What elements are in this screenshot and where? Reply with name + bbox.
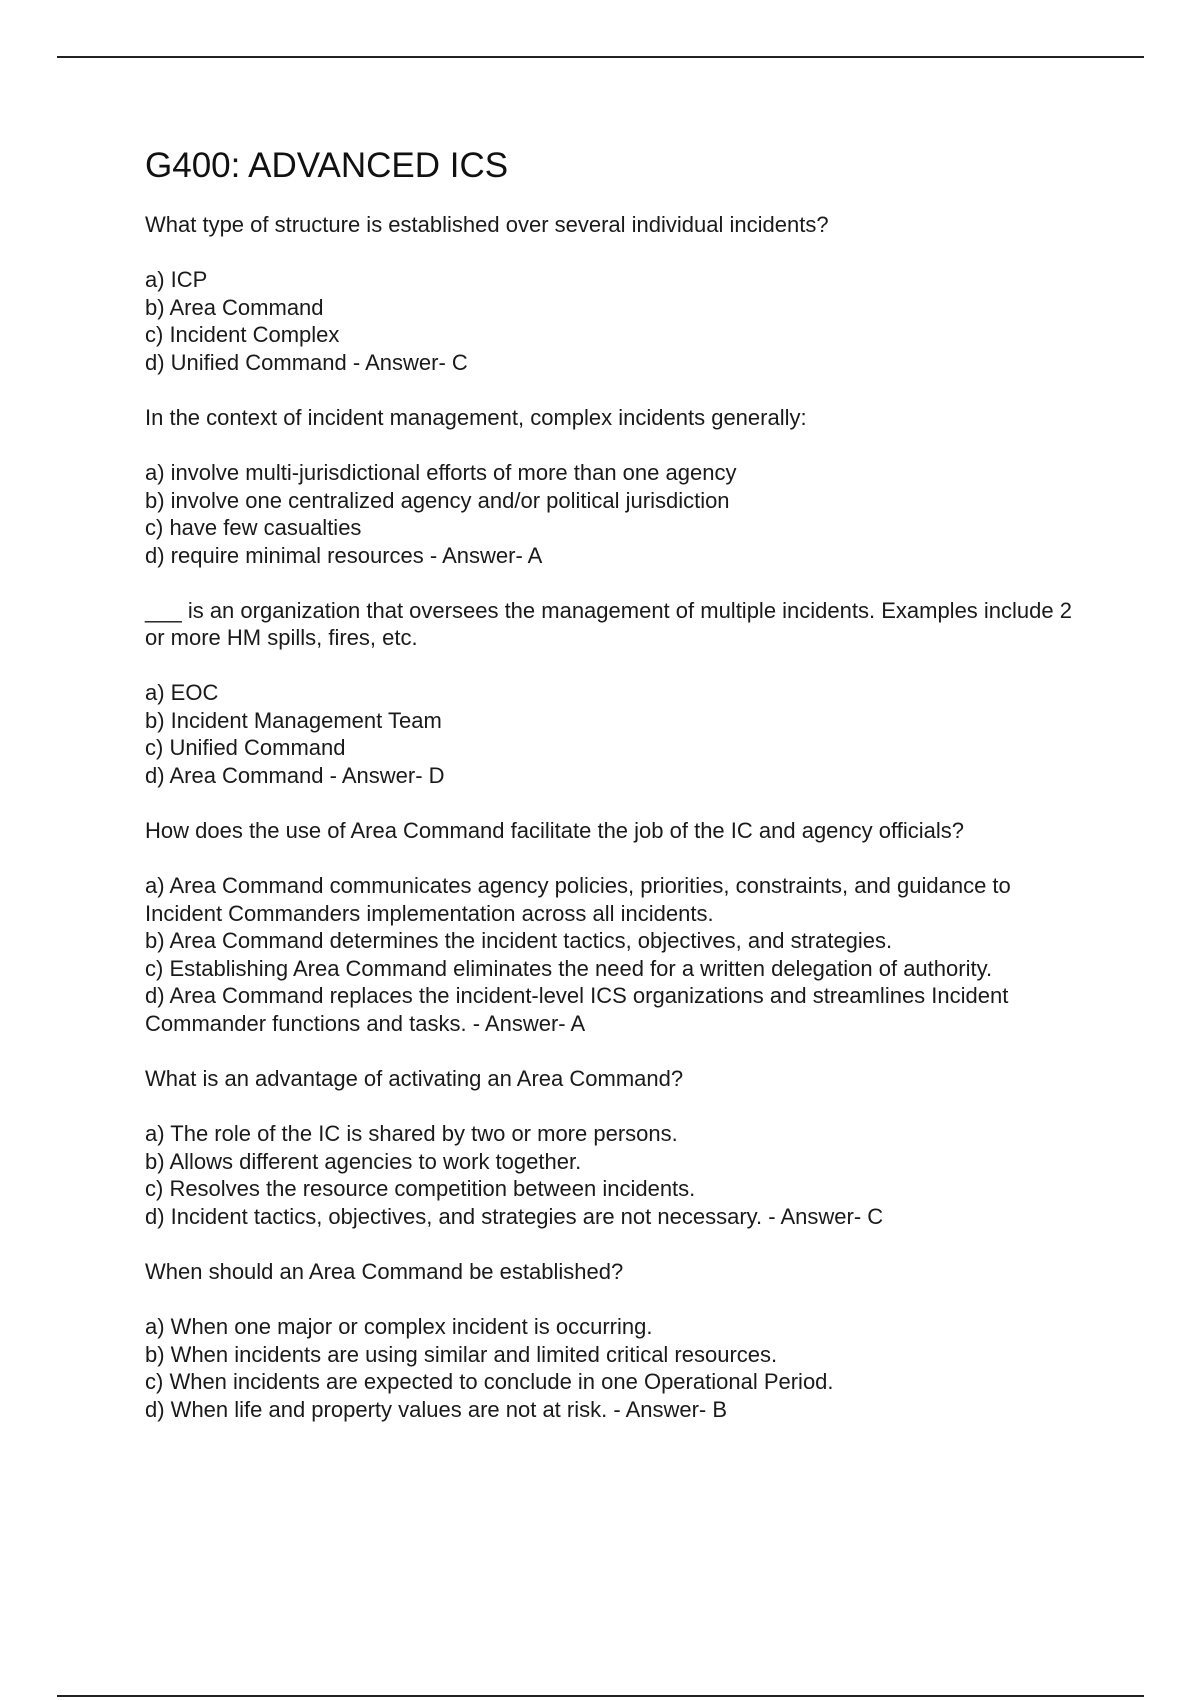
answer-option: b) Area Command <box>145 294 324 320</box>
answer-option: d) require minimal resources - Answer- A <box>145 542 543 568</box>
answer-options <box>145 1120 1085 1230</box>
answer-options <box>145 1313 1085 1423</box>
question-text: What is an advantage of activating an Area Command? <box>145 1066 684 1091</box>
answer-option: a) ICP <box>145 267 208 292</box>
answer-options <box>145 266 1085 376</box>
question-block-5 <box>145 1065 1085 1230</box>
answer-option: a) When one major or complex incident is occurring. <box>145 1314 653 1339</box>
answer-option: c) have few casualties <box>145 515 362 540</box>
answer-option: c) Unified Command <box>145 735 346 760</box>
top-divider <box>57 56 1144 58</box>
question-text: How does the use of Area Command facilitate the job of the IC and agency officials? <box>145 818 964 843</box>
answer-options <box>145 872 1085 1037</box>
question-block-1 <box>145 211 1085 376</box>
answer-option: d) Area Command - Answer- D <box>145 762 445 788</box>
answer-option: b) Allows different agencies to work together. <box>145 1148 582 1174</box>
question-text: What type of structure is established over several individual incidents? <box>145 212 829 237</box>
document-body <box>145 143 1085 1451</box>
answer-option: d) When life and property values are not at risk. - Answer- B <box>145 1396 728 1422</box>
answer-option: a) The role of the IC is shared by two or more persons. <box>145 1121 678 1146</box>
answer-option: d) Area Command replaces the incident-level ICS organizations and streamlines Incident Commander functions and tasks. - Answer- A <box>145 983 1009 1036</box>
answer-option: b) Incident Management Team <box>145 707 442 733</box>
answer-option: d) Unified Command - Answer- C <box>145 349 468 375</box>
answer-option: a) Area Command communicates agency policies, priorities, constraints, and guidance to Incident Commanders implementation across all incidents. <box>145 873 1011 926</box>
answer-option: d) Incident tactics, objectives, and strategies are not necessary. - Answer- C <box>145 1203 884 1229</box>
answer-option: a) involve multi-jurisdictional efforts of more than one agency <box>145 460 737 485</box>
document-title: G400: ADVANCED ICS <box>145 146 509 185</box>
question-block-4 <box>145 817 1085 1037</box>
answer-option: b) Area Command determines the incident tactics, objectives, and strategies. <box>145 928 893 953</box>
answer-option: b) When incidents are using similar and limited critical resources. <box>145 1341 778 1367</box>
question-block-6 <box>145 1258 1085 1423</box>
question-block-2 <box>145 404 1085 569</box>
question-text: In the context of incident management, complex incidents generally: <box>145 405 807 430</box>
question-block-3 <box>145 597 1085 789</box>
answer-option: a) EOC <box>145 680 219 705</box>
answer-option: c) Establishing Area Command eliminates the need for a written delegation of authority. <box>145 955 993 981</box>
answer-option: b) involve one centralized agency and/or political jurisdiction <box>145 487 730 513</box>
answer-option: c) When incidents are expected to conclude in one Operational Period. <box>145 1369 834 1394</box>
answer-options <box>145 459 1085 569</box>
answer-options <box>145 679 1085 789</box>
question-text: ___ is an organization that oversees the management of multiple incidents. Examples include 2 or more HM spills, fires, etc. <box>145 598 1072 650</box>
answer-option: c) Resolves the resource competition between incidents. <box>145 1176 696 1201</box>
question-text: When should an Area Command be established? <box>145 1259 624 1284</box>
answer-option: c) Incident Complex <box>145 322 340 347</box>
bottom-divider <box>57 1695 1144 1697</box>
